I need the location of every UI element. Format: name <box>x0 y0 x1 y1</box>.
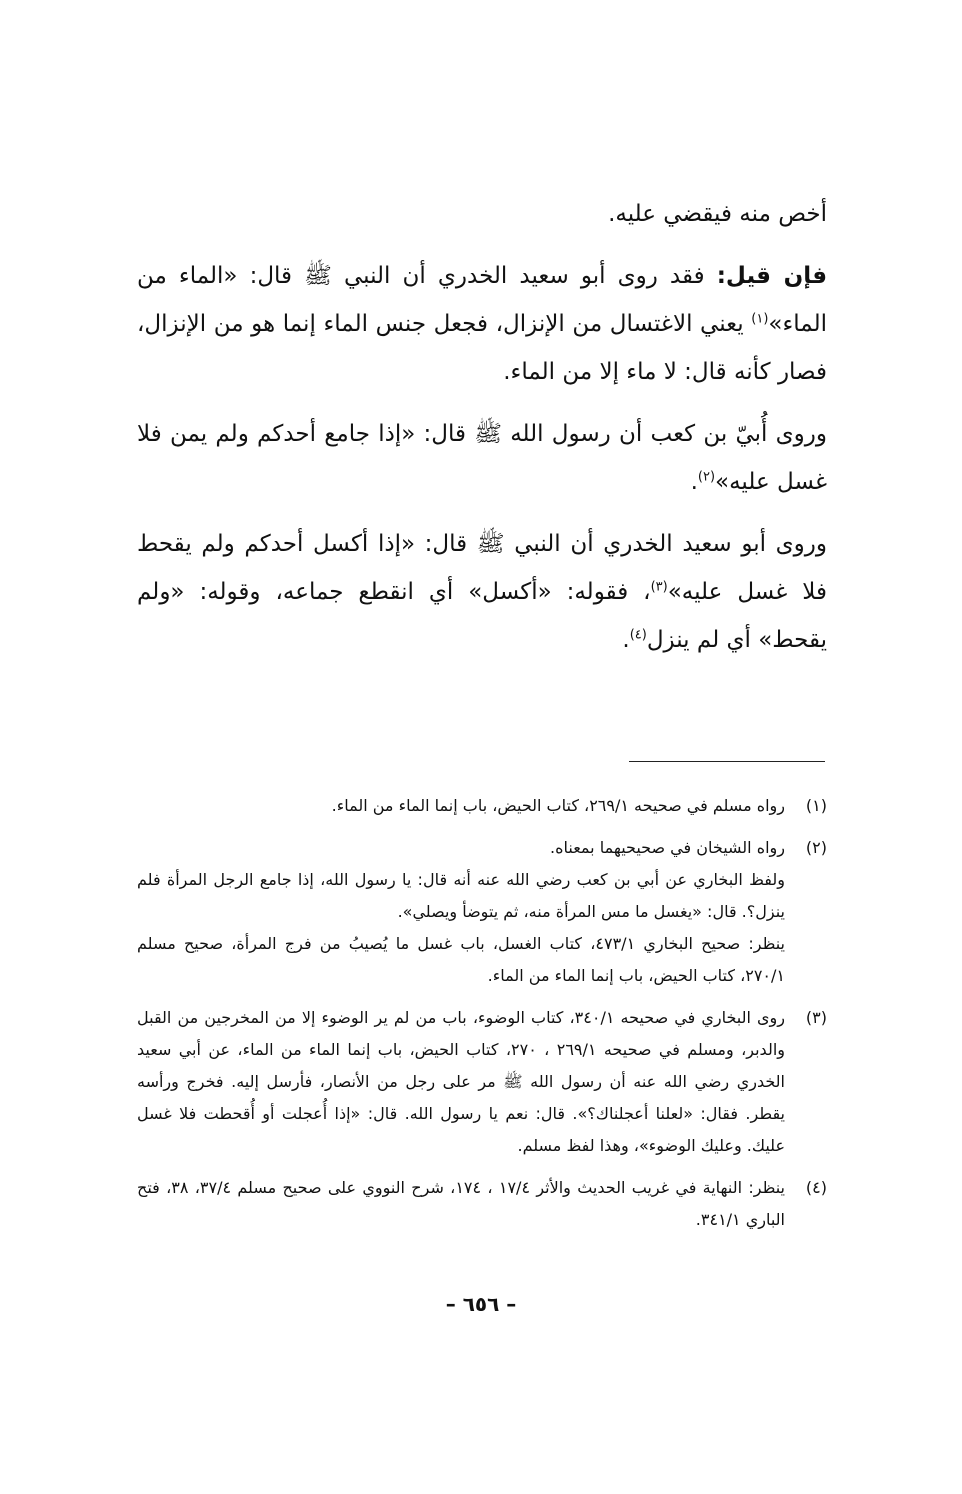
footnote-number: (٢) <box>805 838 827 857</box>
footnote-4 <box>137 1172 827 1236</box>
paragraph-1-text: أخص منه فيقضي عليه. <box>608 201 827 227</box>
paragraph-4-end: . <box>622 627 630 653</box>
footnote-body <box>137 1172 785 1236</box>
footnote-body <box>137 832 785 992</box>
footnote-2 <box>137 832 827 992</box>
footnote-3 <box>137 1002 827 1162</box>
footnote-line: رواه الشيخان في صحيحيهما بمعناه. <box>550 838 785 857</box>
footnote-line: ينظر: صحيح البخاري ٤٧٣/١، كتاب الغسل، باب غسل ما يُصيبُ من فرج المرأة، صحيح مسلم ٢٧٠/١، كتاب الحيض، باب إنما الماء من الماء. <box>137 934 785 985</box>
footnote-ref-1[interactable]: (١) <box>751 311 769 327</box>
paragraph-2-lead: فإن قيل: <box>716 263 828 289</box>
main-text <box>137 190 827 678</box>
paragraph-3-end: . <box>690 469 698 495</box>
paragraph-2-text: فقد روى أبو سعيد الخدري أن النبي ﷺ قال: «الماء من الماء» <box>137 263 827 337</box>
footnote-line: ولفظ البخاري عن أبي بن كعب رضي الله عنه أنه قال: يا رسول الله، إذا جامع الرجل المرأة فلم ينزل؟. قال: «يغسل ما مس المرأة منه، ثم يتوضأ ويصلي». <box>137 870 785 921</box>
paragraph-1 <box>137 190 827 238</box>
footnote-line: روى البخاري في صحيحه ٣٤٠/١، كتاب الوضوء، باب من لم ير الوضوء إلا من المخرجين من القبل والدبر، ومسلم في صحيحه ٢٦٩/١ ، ٢٧٠، كتاب الحيض، باب إنما الماء من الماء، عن أبي سعيد الخدري رضي الله عنه أن رسول الله ﷺ مر على رجل من الأنصار، فأرسل إليه. فخرج ورأسه يقطر. فقال: «لعلنا أعجلناك؟». قال: نعم يا رسول الله. قال: «إذا أُعجلت أو أُقحطت فلا غسل عليك. وعليك الوضوء»، وهذا لفظ مسلم. <box>137 1008 785 1155</box>
paragraph-4-text: وروى أبو سعيد الخدري أن النبي ﷺ قال: «إذا أكسل أحدكم ولم يقحط فلا غسل عليه» <box>137 531 827 605</box>
footnote-1 <box>137 790 827 822</box>
footnote-ref-3[interactable]: (٣) <box>650 579 668 595</box>
footnote-ref-2[interactable]: (٢) <box>697 469 716 485</box>
paragraph-4 <box>137 520 827 664</box>
footnote-body <box>137 1002 785 1162</box>
footnote-ref-4[interactable]: (٤) <box>629 627 647 643</box>
paragraph-2 <box>137 252 827 396</box>
footnote-separator <box>629 761 825 762</box>
paragraph-4-mid: ، فقوله: «أكسل» أي انقطع جماعه، وقوله: «ولم يقحط» أي لم ينزل <box>137 579 827 653</box>
page-number: – ٦٥٦ – <box>445 1292 517 1316</box>
paragraph-2-rest: يعني الاغتسال من الإنزال، فجعل جنس الماء إنما هو من الإنزال، فصار كأنه قال: لا ماء إلا من الماء. <box>137 311 827 385</box>
footnote-number: (١) <box>805 796 827 815</box>
footnote-number: (٤) <box>805 1178 827 1197</box>
footnote-line: ينظر: النهاية في غريب الحديث والأثر ١٧/٤ ، ١٧٤، شرح النووي على صحيح مسلم ٣٧/٤، ٣٨، فتح الباري ٣٤١/١. <box>137 1178 785 1229</box>
footnote-number: (٣) <box>805 1008 827 1027</box>
footnote-body <box>137 790 785 822</box>
footnotes <box>137 790 827 1246</box>
footnote-line: رواه مسلم في صحيحه ٢٦٩/١، كتاب الحيض، باب إنما الماء من الماء. <box>331 796 785 815</box>
paragraph-3 <box>137 410 827 506</box>
paragraph-3-text: وروى أُبيّ بن كعب أن رسول الله ﷺ قال: «إذا جامع أحدكم ولم يمن فلا غسل عليه» <box>137 421 827 495</box>
